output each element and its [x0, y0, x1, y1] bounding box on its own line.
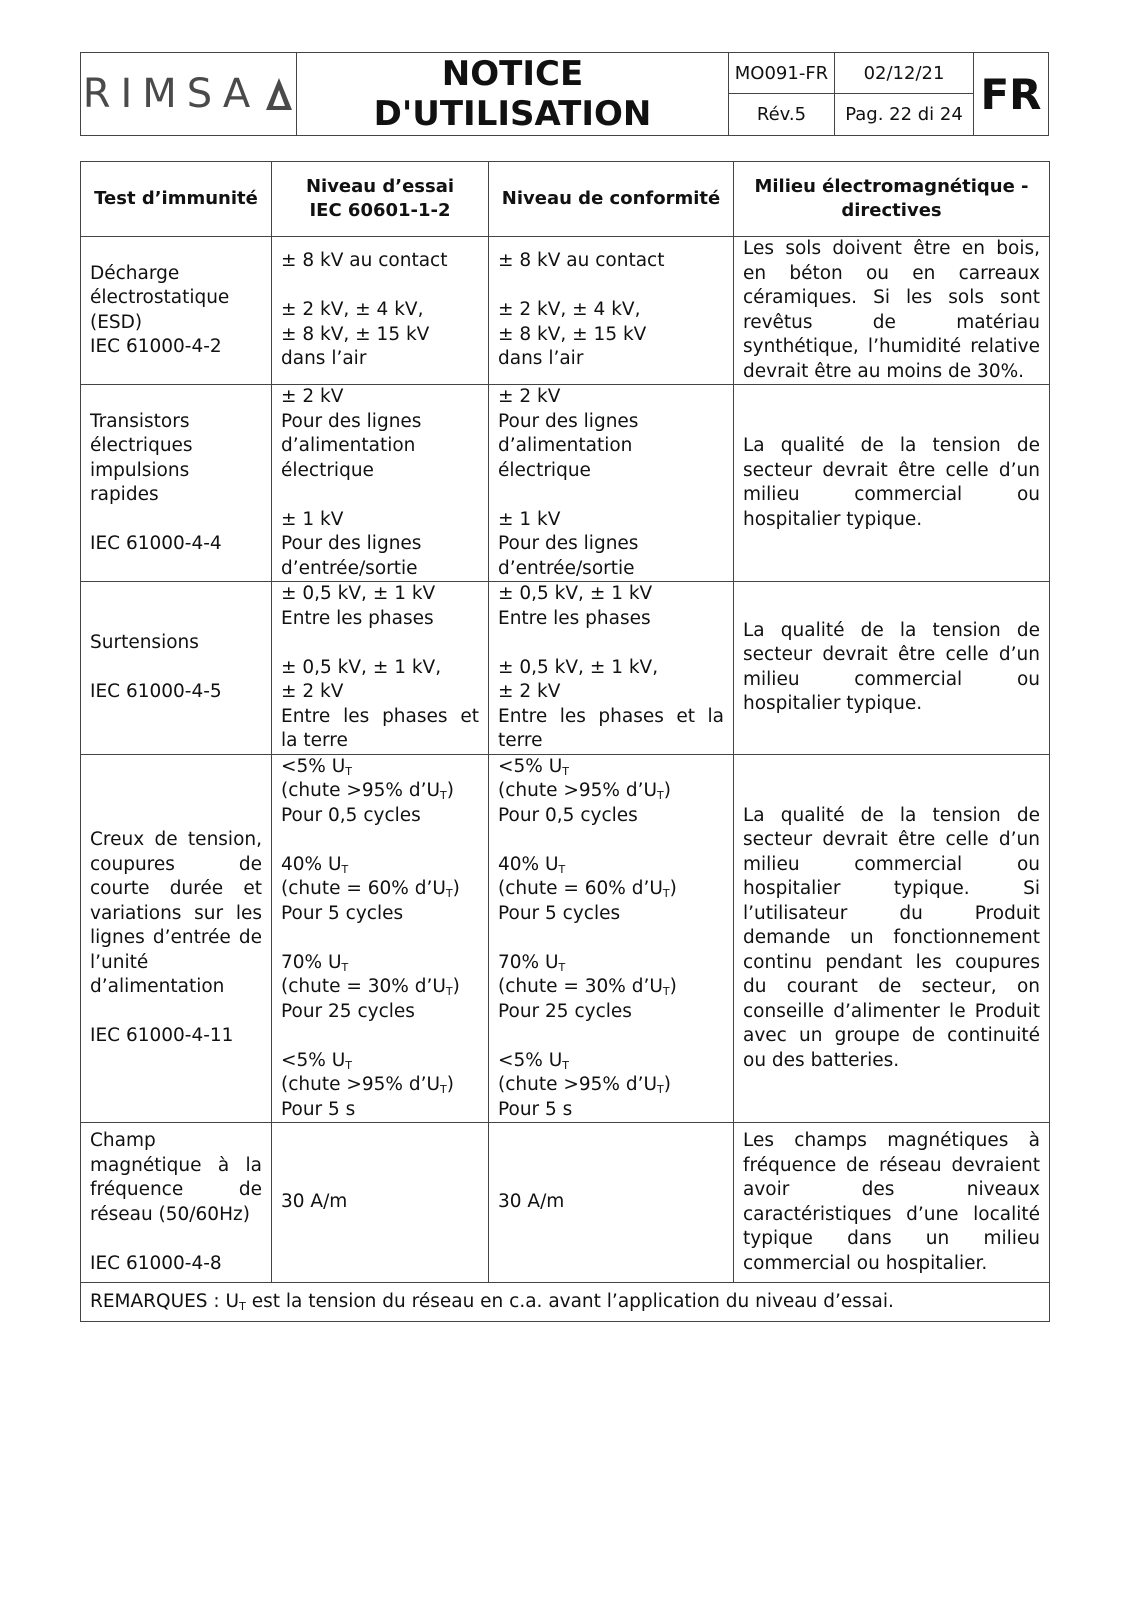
- dip-drop: (chute >95% $d’U_T$): [281, 1074, 454, 1096]
- conformity-line: ± 0,5 kV, ± 1 kV,: [498, 656, 659, 678]
- level-line: ± 0,5 kV, ± 1 kV,: [281, 656, 442, 678]
- dip-duration: Pour 0,5 cycles: [498, 804, 638, 826]
- level-line: ± 2 kV: [281, 681, 344, 702]
- environment-cell: Les sols doivent être en bois, en béton ou en carreaux céramiques. Si les sols sont revêtus de matériau synthétique, l’humidité relative devrait être au moins de 30%.: [734, 237, 1050, 385]
- conformity-cell: [489, 385, 734, 582]
- conformity-line: ± 8 kV, ± 15 kV: [498, 323, 647, 345]
- header-level-line2: IEC 60601-1-2: [309, 200, 451, 221]
- logo-text: RIMSA: [82, 71, 261, 117]
- conformity-line: électrique: [498, 459, 591, 481]
- dip-duration: Pour 25 cycles: [498, 1000, 632, 1022]
- spacer: [281, 828, 479, 853]
- conformity-line: ± 1 kV: [498, 508, 561, 530]
- test-code: IEC 61000-4-11: [90, 1025, 234, 1046]
- test-line: impulsions: [90, 459, 190, 481]
- title-line-1: NOTICE: [441, 54, 584, 94]
- note-subscript: T: [239, 1299, 246, 1313]
- test-line: Champ magnétique à la fréquence de réseau (50/60Hz): [90, 1130, 262, 1225]
- conformity-line: ± 2 kV: [498, 681, 561, 702]
- table-row: [81, 237, 1050, 385]
- note-prefix: REMARQUES : U: [90, 1290, 240, 1312]
- level-line: Pour des lignes: [281, 410, 422, 432]
- conformity-line: [498, 483, 724, 508]
- level-cell: [272, 754, 489, 1123]
- header-level-line1: Niveau d’essai: [305, 176, 455, 197]
- note-text: est la tension du réseau en c.a. avant l’application du niveau d’essai.: [245, 1290, 894, 1312]
- dip-drop: (chute = 30% $d’U_T$): [498, 976, 677, 998]
- header-conformity: Niveau de conformité: [489, 162, 734, 237]
- dip-drop: (chute >95% $d’U_T$): [281, 780, 454, 802]
- doc-code: MO091-FR: [729, 53, 835, 94]
- level-line: ± 8 kV, ± 15 kV: [281, 323, 430, 345]
- table-row: [81, 754, 1050, 1123]
- table-note-row: [81, 1283, 1050, 1322]
- test-line: [90, 508, 262, 533]
- conformity-cell: [489, 237, 734, 385]
- dip-level: 70% $U_T$: [281, 951, 349, 974]
- dip-duration: Pour 25 cycles: [281, 1000, 415, 1022]
- conformity-line: ± 2 kV, ± 4 kV,: [498, 299, 641, 321]
- level-cell: 30 A/m: [272, 1123, 489, 1283]
- level-line: d’alimentation: [281, 435, 416, 456]
- spacer: [498, 828, 724, 853]
- dip-duration: Pour 5 s: [281, 1098, 356, 1120]
- document-header: [80, 52, 1049, 136]
- conformity-line: Entre les phases et la terre: [498, 705, 724, 751]
- dip-drop: (chute >95% $d’U_T$): [498, 780, 671, 802]
- environment-cell: Les champs magnétiques à fréquence de réseau devraient avoir des niveaux caractéristiques d’une localité typique dans un milieu commercial ou hospitalier.: [734, 1123, 1050, 1283]
- doc-date: 02/12/21: [835, 53, 974, 94]
- spacer: [498, 1024, 724, 1049]
- test-line: Creux de tension, coupures de courte durée et variations sur les lignes d’entrée de l’unité d’alimentation: [90, 829, 262, 997]
- table-row: [81, 1123, 1050, 1283]
- header-env-line2: directives: [841, 200, 942, 221]
- level-line: [281, 483, 479, 508]
- level-line: dans l’air: [281, 348, 367, 370]
- test-line: rapides: [90, 484, 159, 505]
- spacer: [498, 926, 724, 951]
- test-line: IEC 61000-4-2: [90, 336, 222, 357]
- environment-cell: La qualité de la tension de secteur devrait être celle d’un milieu commercial ou hospitalier typique.: [734, 385, 1050, 582]
- immunity-table: [80, 161, 1050, 1322]
- dip-level: 40% $U_T$: [281, 853, 349, 876]
- test-line: [90, 656, 262, 681]
- conformity-line: d’entrée/sortie: [498, 557, 635, 579]
- environment-cell: La qualité de la tension de secteur devrait être celle d’un milieu commercial ou hospitalier typique.: [734, 582, 1050, 755]
- level-cell: [272, 385, 489, 582]
- level-line: [281, 274, 479, 299]
- header-level: [272, 162, 489, 237]
- dip-level: 70% $U_T$: [498, 951, 566, 974]
- conformity-line: Pour des lignes: [498, 410, 639, 432]
- test-cell: [81, 1123, 272, 1283]
- document-title: [297, 53, 729, 135]
- level-line: Pour des lignes: [281, 533, 422, 554]
- level-line: [281, 631, 479, 656]
- doc-revision: Rév.5: [729, 94, 835, 135]
- language-code: FR: [980, 69, 1042, 119]
- level-cell: [272, 582, 489, 755]
- dip-duration: Pour 5 cycles: [498, 902, 621, 924]
- test-cell: [81, 754, 272, 1123]
- dip-level: <5% $U_T$: [498, 1049, 570, 1072]
- test-cell: [81, 385, 272, 582]
- dip-level: 40% $U_T$: [498, 853, 566, 876]
- test-line: Surtensions: [90, 632, 199, 653]
- environment-cell: La qualité de la tension de secteur devrait être celle d’un milieu commercial ou hospitalier typique. Si l’utilisateur du Produit demande un fonctionnement continu pendant les coupures du courant de secteur, on conseille d’alimenter le Produit avec un groupe de continuité ou des batteries.: [734, 754, 1050, 1123]
- conformity-line: [498, 631, 724, 656]
- dip-duration: Pour 0,5 cycles: [281, 804, 421, 826]
- conformity-cell: [489, 582, 734, 755]
- header-test: Test d’immunité: [81, 162, 272, 237]
- level-line: ± 2 kV: [281, 386, 344, 407]
- level-line: ± 1 kV: [281, 508, 344, 530]
- table-row: [81, 385, 1050, 582]
- conformity-line: ± 0,5 kV, ± 1 kV: [498, 583, 653, 604]
- header-env-line1: Milieu électromagnétique -: [754, 176, 1029, 197]
- test-code: IEC 61000-4-8: [90, 1252, 222, 1274]
- level-line: électrique: [281, 459, 374, 481]
- dip-level: <5% $U_T$: [281, 1049, 353, 1072]
- dip-drop: (chute = 30% $d’U_T$): [281, 976, 460, 998]
- logo-triangle-icon: [264, 76, 294, 112]
- spacer: [281, 1024, 479, 1049]
- conformity-line: d’alimentation: [498, 435, 633, 456]
- level-line: Entre les phases: [281, 607, 434, 629]
- table-note: [81, 1283, 1050, 1322]
- level-line: ± 8 kV au contact: [281, 250, 448, 272]
- dip-drop: (chute >95% $d’U_T$): [498, 1074, 671, 1096]
- table-row: [81, 582, 1050, 755]
- level-cell: [272, 237, 489, 385]
- level-line: Entre les phases et la terre: [281, 705, 479, 751]
- dip-duration: Pour 5 cycles: [281, 902, 404, 924]
- conformity-line: Pour des lignes: [498, 533, 639, 554]
- conformity-line: [498, 274, 724, 299]
- conformity-cell: 30 A/m: [489, 1123, 734, 1283]
- test-line: Transistors: [90, 410, 190, 432]
- table-header-row: [81, 162, 1050, 237]
- company-logo: [83, 71, 295, 117]
- test-line: (ESD): [90, 311, 143, 333]
- spacer: [281, 926, 479, 951]
- test-line: IEC 61000-4-5: [90, 681, 222, 702]
- test-line: électriques: [90, 435, 193, 456]
- level-line: ± 2 kV, ± 4 kV,: [281, 299, 424, 321]
- logo-cell: [81, 53, 297, 135]
- test-cell: [81, 582, 272, 755]
- title-line-2: D'UTILISATION: [373, 94, 652, 134]
- level-line: ± 0,5 kV, ± 1 kV: [281, 583, 436, 604]
- test-line: Décharge: [90, 262, 180, 284]
- conformity-line: Entre les phases: [498, 607, 651, 629]
- dip-level: <5% $U_T$: [281, 755, 353, 778]
- conformity-line: ± 8 kV au contact: [498, 250, 665, 272]
- test-line: électrostatique: [90, 287, 230, 308]
- test-line: IEC 61000-4-4: [90, 533, 222, 554]
- dip-level: <5% $U_T$: [498, 755, 570, 778]
- conformity-cell: [489, 754, 734, 1123]
- conformity-line: dans l’air: [498, 348, 584, 370]
- header-environment: [734, 162, 1050, 237]
- conformity-line: ± 2 kV: [498, 386, 561, 407]
- dip-drop: (chute = 60% $d’U_T$): [498, 878, 677, 900]
- page-number: Pag. 22 di 24: [835, 94, 974, 135]
- dip-drop: (chute = 60% $d’U_T$): [281, 878, 460, 900]
- test-cell: [81, 237, 272, 385]
- level-line: d’entrée/sortie: [281, 557, 418, 579]
- dip-duration: Pour 5 s: [498, 1098, 573, 1120]
